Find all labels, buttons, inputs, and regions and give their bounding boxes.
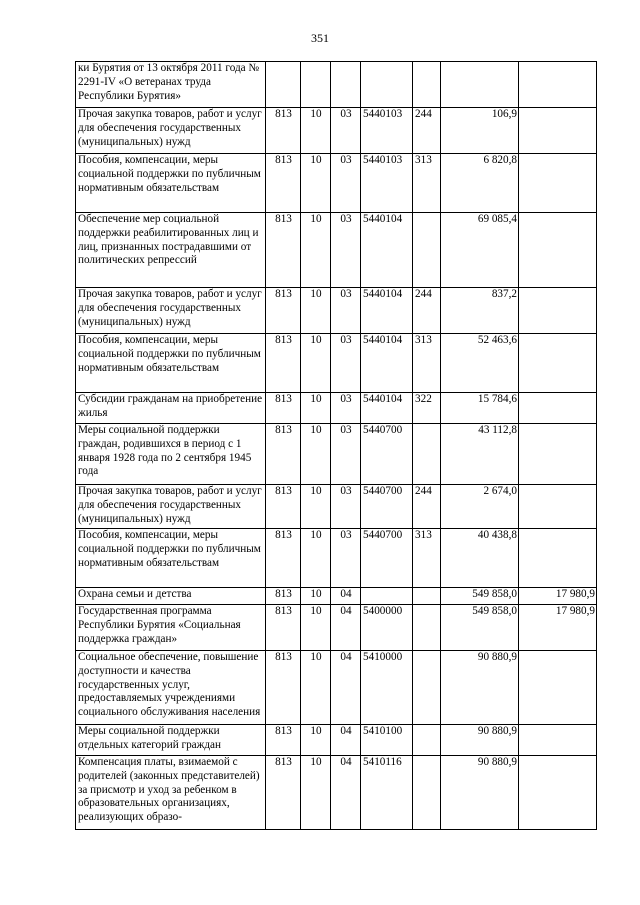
row-subsection: 04 bbox=[331, 605, 361, 651]
row-amount: 549 858,0 bbox=[441, 588, 519, 605]
table-row bbox=[76, 725, 597, 756]
row-amount-subvention bbox=[519, 529, 597, 588]
row-grbs: 813 bbox=[266, 288, 301, 334]
row-expense-type bbox=[413, 605, 441, 651]
row-expense-type: 244 bbox=[413, 485, 441, 529]
row-amount-subvention: 17 980,9 bbox=[519, 605, 597, 651]
row-grbs: 813 bbox=[266, 334, 301, 393]
row-subsection: 03 bbox=[331, 529, 361, 588]
row-amount: 69 085,4 bbox=[441, 213, 519, 288]
table-row bbox=[76, 288, 597, 334]
row-amount-subvention bbox=[519, 651, 597, 725]
row-amount: 52 463,6 bbox=[441, 334, 519, 393]
table-row bbox=[76, 485, 597, 529]
row-section: 10 bbox=[301, 213, 331, 288]
row-grbs: 813 bbox=[266, 393, 301, 424]
row-target-code: 5440104 bbox=[361, 213, 413, 288]
row-subsection: 03 bbox=[331, 334, 361, 393]
row-subsection: 04 bbox=[331, 725, 361, 756]
row-amount-subvention bbox=[519, 424, 597, 485]
row-expense-type: 313 bbox=[413, 334, 441, 393]
row-amount-subvention bbox=[519, 108, 597, 154]
row-section: 10 bbox=[301, 605, 331, 651]
row-name: Прочая закупка товаров, работ и услуг для обеспечения государственных (муниципальных) нужд bbox=[76, 288, 266, 334]
row-grbs: 813 bbox=[266, 213, 301, 288]
row-amount-subvention: 17 980,9 bbox=[519, 588, 597, 605]
row-expense-type bbox=[413, 756, 441, 830]
row-grbs: 813 bbox=[266, 108, 301, 154]
table-row bbox=[76, 651, 597, 725]
row-expense-type: 322 bbox=[413, 393, 441, 424]
row-grbs: 813 bbox=[266, 605, 301, 651]
row-subsection: 03 bbox=[331, 393, 361, 424]
row-expense-type bbox=[413, 725, 441, 756]
table-row bbox=[76, 393, 597, 424]
table-row bbox=[76, 756, 597, 830]
row-name: Компенсация платы, взимаемой с родителей (законных представителей) за присмотр и уход за ребенком в образовательных организациях, реализующих образо- bbox=[76, 756, 266, 830]
row-grbs: 813 bbox=[266, 756, 301, 830]
row-target-code: 5440700 bbox=[361, 424, 413, 485]
row-subsection: 03 bbox=[331, 213, 361, 288]
row-target-code: 5440700 bbox=[361, 529, 413, 588]
row-amount: 6 820,8 bbox=[441, 154, 519, 213]
row-subsection bbox=[331, 62, 361, 108]
row-expense-type: 313 bbox=[413, 154, 441, 213]
row-name: Пособия, компенсации, меры социальной поддержки по публичным нормативным обязательствам bbox=[76, 154, 266, 213]
row-target-code: 5440104 bbox=[361, 288, 413, 334]
row-amount-subvention bbox=[519, 288, 597, 334]
row-name: Пособия, компенсации, меры социальной поддержки по публичным нормативным обязательствам bbox=[76, 334, 266, 393]
row-subsection: 04 bbox=[331, 588, 361, 605]
row-grbs: 813 bbox=[266, 588, 301, 605]
row-section: 10 bbox=[301, 725, 331, 756]
row-amount: 2 674,0 bbox=[441, 485, 519, 529]
row-amount-subvention bbox=[519, 725, 597, 756]
row-target-code: 5440700 bbox=[361, 485, 413, 529]
row-name: ки Бурятия от 13 октября 2011 года № 2291-IV «О ветеранах труда Республики Бурятия» bbox=[76, 62, 266, 108]
row-grbs: 813 bbox=[266, 529, 301, 588]
row-section bbox=[301, 62, 331, 108]
row-section: 10 bbox=[301, 288, 331, 334]
row-subsection: 03 bbox=[331, 288, 361, 334]
row-target-code bbox=[361, 588, 413, 605]
row-section: 10 bbox=[301, 424, 331, 485]
row-expense-type bbox=[413, 62, 441, 108]
table-row bbox=[76, 424, 597, 485]
row-name: Меры социальной поддержки отдельных категорий граждан bbox=[76, 725, 266, 756]
row-subsection: 03 bbox=[331, 108, 361, 154]
row-expense-type: 244 bbox=[413, 288, 441, 334]
row-expense-type bbox=[413, 424, 441, 485]
row-expense-type: 244 bbox=[413, 108, 441, 154]
row-amount-subvention bbox=[519, 62, 597, 108]
table-row bbox=[76, 62, 597, 108]
row-subsection: 03 bbox=[331, 424, 361, 485]
row-target-code: 5440104 bbox=[361, 393, 413, 424]
row-grbs: 813 bbox=[266, 725, 301, 756]
row-amount bbox=[441, 62, 519, 108]
row-amount: 90 880,9 bbox=[441, 651, 519, 725]
row-target-code: 5410116 bbox=[361, 756, 413, 830]
page-number: 351 bbox=[311, 31, 329, 45]
table-row bbox=[76, 213, 597, 288]
table-row bbox=[76, 108, 597, 154]
row-amount-subvention bbox=[519, 154, 597, 213]
row-target-code: 5440103 bbox=[361, 108, 413, 154]
row-grbs bbox=[266, 62, 301, 108]
row-grbs: 813 bbox=[266, 485, 301, 529]
row-grbs: 813 bbox=[266, 651, 301, 725]
row-expense-type bbox=[413, 651, 441, 725]
row-section: 10 bbox=[301, 756, 331, 830]
row-subsection: 04 bbox=[331, 651, 361, 725]
row-section: 10 bbox=[301, 651, 331, 725]
table-row bbox=[76, 154, 597, 213]
row-amount-subvention bbox=[519, 334, 597, 393]
row-section: 10 bbox=[301, 393, 331, 424]
row-section: 10 bbox=[301, 588, 331, 605]
row-grbs: 813 bbox=[266, 154, 301, 213]
row-amount: 106,9 bbox=[441, 108, 519, 154]
row-amount: 90 880,9 bbox=[441, 756, 519, 830]
row-section: 10 bbox=[301, 485, 331, 529]
row-amount: 549 858,0 bbox=[441, 605, 519, 651]
row-amount: 43 112,8 bbox=[441, 424, 519, 485]
row-name: Обеспечение мер социальной поддержки реабилитированных лиц и лиц, признанных пострадавшими от политических репрессий bbox=[76, 213, 266, 288]
row-target-code bbox=[361, 62, 413, 108]
row-target-code: 5440104 bbox=[361, 334, 413, 393]
row-expense-type: 313 bbox=[413, 529, 441, 588]
row-name: Субсидии гражданам на приобретение жилья bbox=[76, 393, 266, 424]
row-subsection: 04 bbox=[331, 756, 361, 830]
row-expense-type bbox=[413, 213, 441, 288]
row-amount-subvention bbox=[519, 213, 597, 288]
row-amount: 15 784,6 bbox=[441, 393, 519, 424]
row-name: Социальное обеспечение, повышение доступности и качества государственных услуг, предоставляемых учреждениями социального обслуживания населения bbox=[76, 651, 266, 725]
row-target-code: 5400000 bbox=[361, 605, 413, 651]
row-name: Государственная программа Республики Бурятия «Социальная поддержка граждан» bbox=[76, 605, 266, 651]
row-name: Меры социальной поддержки граждан, родившихся в период с 1 января 1928 года по 2 сентября 1945 года bbox=[76, 424, 266, 485]
row-amount-subvention bbox=[519, 485, 597, 529]
row-amount-subvention bbox=[519, 393, 597, 424]
row-grbs: 813 bbox=[266, 424, 301, 485]
table-row bbox=[76, 605, 597, 651]
row-name: Пособия, компенсации, меры социальной поддержки по публичным нормативным обязательствам bbox=[76, 529, 266, 588]
row-target-code: 5410100 bbox=[361, 725, 413, 756]
row-amount: 90 880,9 bbox=[441, 725, 519, 756]
row-section: 10 bbox=[301, 334, 331, 393]
row-section: 10 bbox=[301, 108, 331, 154]
table-row bbox=[76, 529, 597, 588]
row-subsection: 03 bbox=[331, 485, 361, 529]
row-name: Прочая закупка товаров, работ и услуг для обеспечения государственных (муниципальных) нужд bbox=[76, 485, 266, 529]
row-amount: 40 438,8 bbox=[441, 529, 519, 588]
row-section: 10 bbox=[301, 529, 331, 588]
row-target-code: 5440103 bbox=[361, 154, 413, 213]
row-expense-type bbox=[413, 588, 441, 605]
row-name: Охрана семьи и детства bbox=[76, 588, 266, 605]
table-row bbox=[76, 334, 597, 393]
row-amount: 837,2 bbox=[441, 288, 519, 334]
row-subsection: 03 bbox=[331, 154, 361, 213]
budget-table bbox=[75, 61, 597, 830]
row-target-code: 5410000 bbox=[361, 651, 413, 725]
table-row bbox=[76, 588, 597, 605]
row-amount-subvention bbox=[519, 756, 597, 830]
row-name: Прочая закупка товаров, работ и услуг для обеспечения государственных (муниципальных) нужд bbox=[76, 108, 266, 154]
row-section: 10 bbox=[301, 154, 331, 213]
